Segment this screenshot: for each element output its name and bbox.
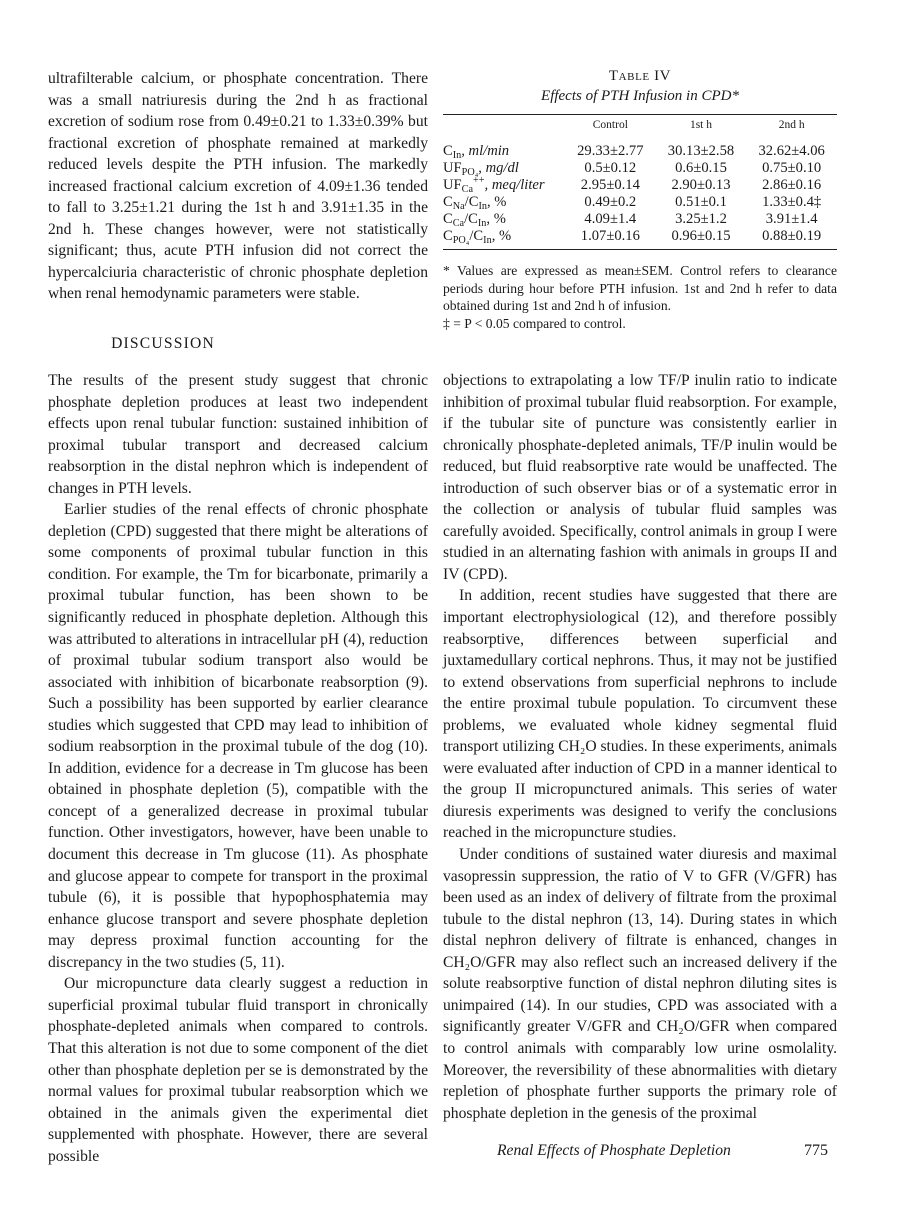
results-paragraph: [48, 68, 428, 305]
paragraph: The results of the present study suggest that chronic phosphate depletion produces at least two independent effects upon renal tubular function: sustained inhibition of proximal tubular transport and decreased calcium reabsorption in the distal nephron which is independent of changes in PTH levels.: [48, 372, 428, 497]
table-footnotes: [443, 262, 837, 332]
table-row: [443, 177, 837, 194]
row-label: $C_{Na}/C_{In}$, %: [443, 194, 507, 212]
table-cell: 0.5±0.12: [584, 160, 637, 176]
results-text: ultrafilterable calcium, or phosphate concentration. There was a small natriuresis during the 2nd h as fractional excretion of sodium rose from 0.49±0.21 to 1.33±0.39% but fractional excretion of phosphate remained at markedly reduced levels despite the PTH infusion. The markedly increased fractional calcium excretion of 4.09±1.36 tended to fall to 3.25±1.21 during the 1st h and 3.91±1.35 in the 2nd h. These changes however, were not statistically significant; thus, acute PTH infusion did not correct the hypercalciuria characteristic of chronic phosphate depletion when renal hemodynamic parameters were stable.: [48, 70, 428, 303]
footnote: ‡ = P < 0.05 compared to control.: [443, 315, 626, 331]
discussion-heading: DISCUSSION: [111, 335, 215, 352]
table-cell: 0.6±0.15: [675, 160, 727, 176]
table-cell: 30.13±2.58: [667, 143, 735, 159]
table-row: [443, 137, 837, 160]
discussion-left-column: [48, 370, 428, 1167]
section-heading: [48, 335, 428, 353]
column-header: 2nd h: [778, 119, 805, 131]
table-cell: 0.88±0.19: [762, 228, 822, 244]
data-table: [443, 115, 837, 249]
table-row: [443, 228, 837, 249]
table-subtitle: Effects of PTH Infusion in CPD*: [541, 88, 739, 104]
discussion-right-column: [443, 370, 837, 1124]
table-cell: 2.86±0.16: [762, 177, 822, 193]
table-cell: 29.33±2.77: [577, 143, 644, 159]
paragraph: objections to extrapolating a low TF/P inulin ratio to indicate inhibition of proximal tubular fluid reabsorption. For example, if the tubular site of puncture was consistently earlier in chronically phosphate-depleted animals, TF/P inulin would be reduced, but fluid reabsorptive rate would be unaffected. The introduction of such observer bias or of a systematic error in the collection or analysis of tubular fluid samples was carefully avoided. Specifically, control animals in group I were studied in an alternating fashion with animals in groups II and IV (CPD).: [443, 372, 837, 583]
row-label: $UF_{Ca}^{++}$, meq/liter: [443, 175, 545, 195]
table-cell: 1.07±0.16: [580, 228, 640, 244]
table-row: [443, 160, 837, 177]
running-title: Renal Effects of Phosphate Depletion: [497, 1142, 731, 1159]
row-label: $C_{In}$, ml/min: [443, 143, 510, 161]
table-cell: 4.09±1.4: [584, 211, 637, 227]
table-iv: [443, 66, 837, 332]
table-row: [443, 194, 837, 211]
page-number: 775: [804, 1142, 828, 1159]
table-cell: 3.25±1.2: [675, 211, 727, 227]
row-label: $C_{Ca}/C_{In}$, %: [443, 211, 506, 229]
column-header: 1st h: [689, 119, 712, 131]
table-row: [443, 211, 837, 228]
table-cell: 0.49±0.2: [584, 194, 637, 210]
table-header-row: [443, 115, 837, 137]
paragraph: Earlier studies of the renal effects of chronic phosphate depletion (CPD) suggested that there might be alterations of some components of proximal tubular function in this condition. For example, the Tm for bicarbonate, primarily a proximal tubular function, has been shown to be significantly reduced in phosphate depletion. Although this was attributed to alterations in intracellular pH (4), reduction of proximal tubular sodium transport also would be associated with inhibition of bicarbonate reabsorption (9). Such a possibility has been supported by earlier clearance studies which suggested that CPD may lead to inhibition of sodium reabsorption in the proximal tubule of the dog (10). In addition, evidence for a decrease in Tm glucose has been obtained in phosphate depletion (5), compatible with the concept of a generalized decrease in proximal tubular function. Other investigators, however, have been unable to document this decrease in Tm glucose (11). As phosphate and glucose appear to compete for transport in the proximal tubule (6), it is possible that hypophosphatemia may enhance glucose transport and severe phosphate depletion may depress proximal function accounting for the discrepancy in the two studies (5, 11).: [48, 501, 428, 971]
table-cell: 2.95±0.14: [580, 177, 640, 193]
table-cell: 2.90±0.13: [671, 177, 731, 193]
paragraph: Our micropuncture data clearly suggest a reduction in superficial proximal tubular fluid transport in chronically phosphate-depleted animals when compared to controls. That this alteration is not due to some component of the diet other than phosphate depletion per se is demonstrated by the normal values for proximal tubular reabsorption which we obtained in the animals given the experimental diet supplemented with phosphate. However, there are several possible: [48, 975, 428, 1165]
table-cell: 32.62±4.06: [758, 143, 825, 159]
table-cell: 3.91±1.4: [765, 211, 818, 227]
paragraph: Under conditions of sustained water diuresis and maximal vasopressin suppression, the ratio of V to GFR (V/GFR) has been used as an index of delivery of filtrate from the proximal tubule to the distal nephron (13, 14). During states in which distal nephron delivery of filtrate is enhanced, changes in CH₂O/GFR may also reflect such an increased delivery if the solute reabsorptive function of distal nephron diluting sites is unimpaired (14). In our studies, CPD was associated with a significantly greater V/GFR and CH₂O/GFR when compared to control animals with comparably low urine osmolality. Moreover, the reversibility of these abnormalities with dietary repletion of phosphate further supports the primary role of phosphate depletion in the genesis of the proximal: [443, 846, 837, 1122]
row-label: $C_{PO_4}/C_{In}$, %: [443, 228, 512, 246]
table-title: Table IV: [608, 68, 672, 84]
table-cell: 0.75±0.10: [762, 160, 822, 176]
row-label: $UF_{PO_4}$, mg/dl: [443, 160, 519, 178]
table-cell: 0.96±0.15: [671, 228, 731, 244]
table-cell: 1.33±0.4‡: [762, 194, 822, 210]
footnote: * Values are expressed as mean±SEM. Control refers to clearance periods during hour before PTH infusion. 1st and 2nd h refer to data obtained during 1st and 2nd h of infusion.: [443, 263, 837, 314]
table-cell: 0.51±0.1: [675, 194, 727, 210]
paragraph: In addition, recent studies have suggested that there are important electrophysiological (12), and therefore possibly reabsorptive, differences between superficial and juxtamedullary cortical nephrons. Thus, it may not be justified to extend observations from superficial nephrons to include the entire proximal tubule population. To circumvent these problems, we evaluated whole kidney segmental fluid transport utilizing CH₂O studies. In these experiments, animals were evaluated after induction of CPD in a manner identical to the group II micropunctured animals. This series of water diuresis experiments was designed to verify the conclusions reached in the micropuncture studies.: [443, 587, 837, 842]
column-header: Control: [592, 119, 628, 131]
header-label-cell: [443, 115, 565, 137]
